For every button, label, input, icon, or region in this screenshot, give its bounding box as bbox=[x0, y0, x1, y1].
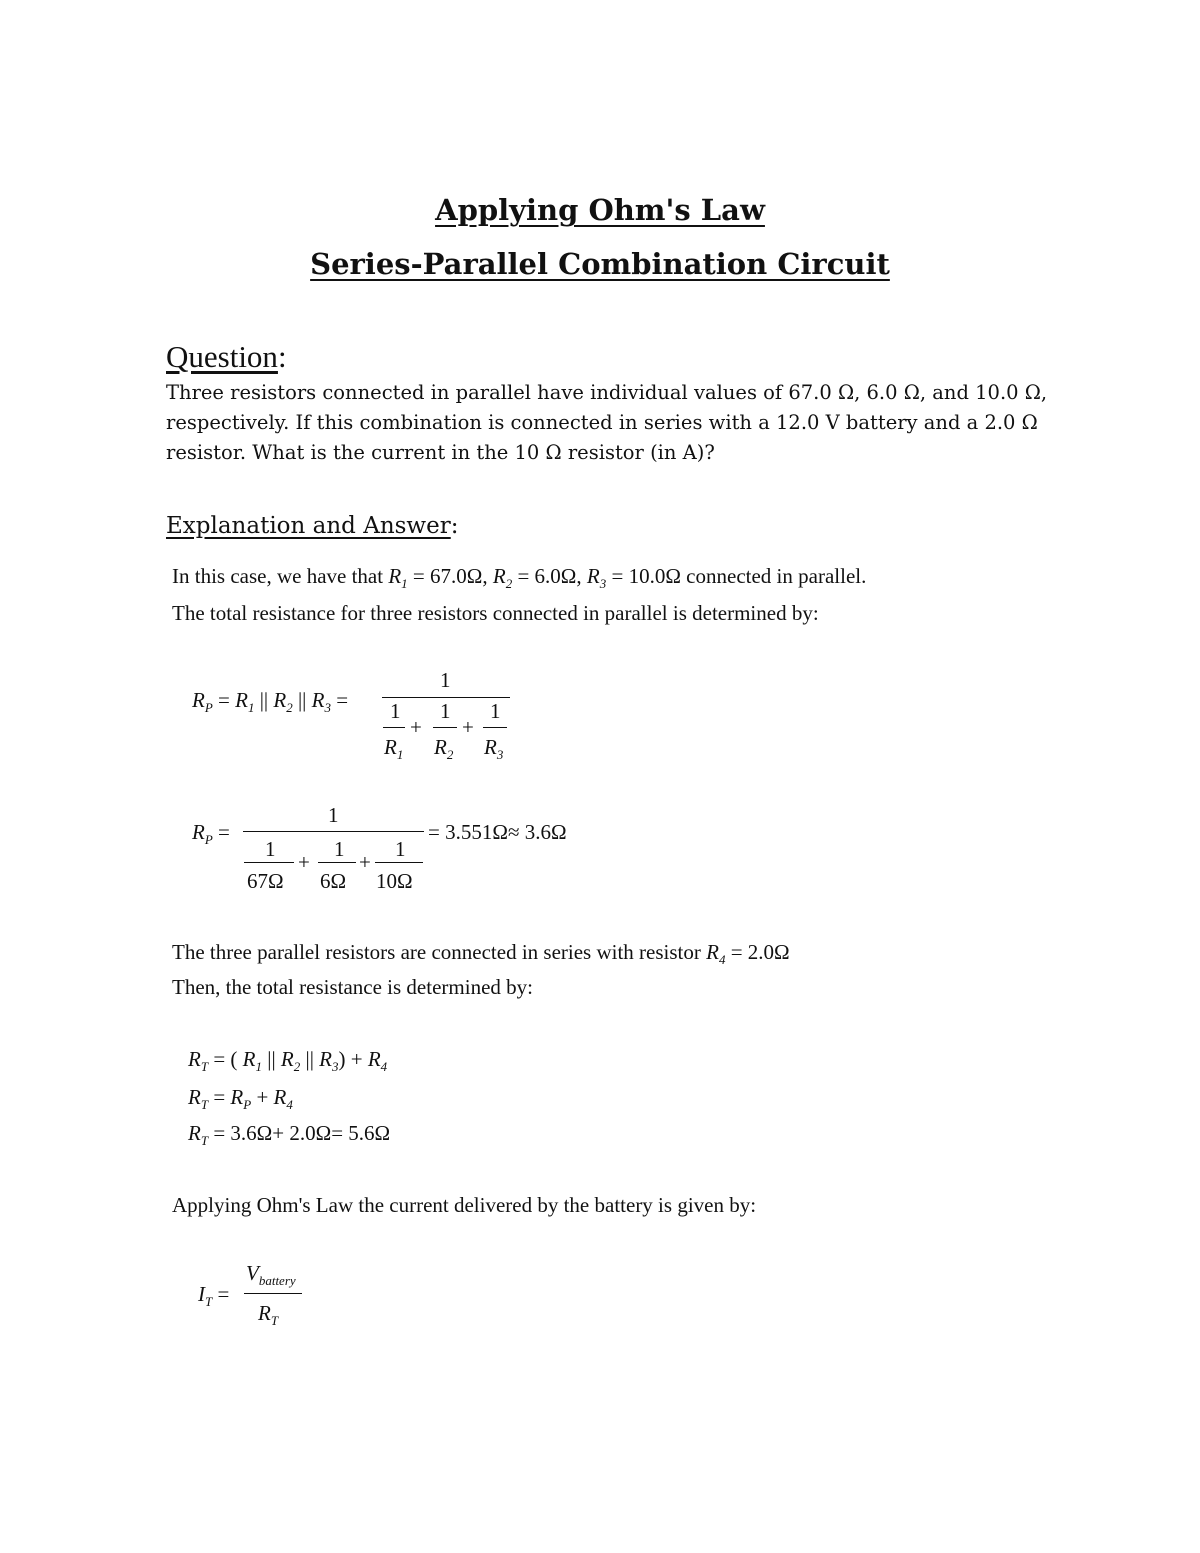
eq3-plus: + bbox=[350, 1047, 363, 1071]
r2-value: = 6.0Ω, bbox=[517, 564, 582, 588]
eq1-d1-sub: 1 bbox=[396, 747, 404, 763]
sub-r1: 1 bbox=[401, 576, 408, 592]
eq1-lhs bbox=[192, 690, 348, 714]
eq1-r3: R bbox=[311, 688, 325, 712]
eq2-d2-bar bbox=[318, 862, 356, 863]
eq4-r4: R bbox=[273, 1085, 287, 1109]
question-line-3: resistor. What is the current in the 10 Ω resistor (in A)? bbox=[166, 441, 715, 464]
eq1-r2: R bbox=[273, 688, 287, 712]
eq1-d1-num: 1 bbox=[390, 699, 401, 723]
series-text-prefix: The three parallel resistors are connected in series with resistor bbox=[172, 940, 707, 964]
eq3-r4: R bbox=[367, 1047, 381, 1071]
eq3 bbox=[188, 1049, 387, 1073]
eq2-d3-bar bbox=[375, 862, 423, 863]
eq1-numerator: 1 bbox=[440, 668, 451, 692]
eq1-rp: R bbox=[192, 688, 205, 712]
eq4 bbox=[188, 1087, 293, 1111]
eq3-r2: R bbox=[280, 1047, 294, 1071]
eq1-d2-r: R bbox=[434, 735, 447, 759]
eq2-plus-1: + bbox=[298, 850, 310, 874]
eq5-rt-sub: T bbox=[200, 1133, 209, 1149]
eq6-numerator bbox=[246, 1263, 296, 1287]
eq6-eq: = bbox=[217, 1282, 230, 1306]
eq1-d2-num: 1 bbox=[440, 699, 451, 723]
eq6-rt: R bbox=[258, 1301, 271, 1325]
eq1-eq-1: = bbox=[218, 688, 230, 712]
eq2-d1-den: 67Ω bbox=[247, 869, 284, 893]
title-line-1: Applying Ohm's Law bbox=[435, 193, 765, 227]
eq2-d2-den: 6Ω bbox=[320, 869, 347, 893]
eq3-lparen: ( bbox=[230, 1047, 238, 1071]
eq2-plus-2: + bbox=[359, 850, 371, 874]
then-text: Then, the total resistance is determined by: bbox=[172, 975, 533, 999]
sub-r2: 2 bbox=[505, 576, 513, 592]
eq2-rp: R bbox=[192, 820, 205, 844]
eq5-rt: R bbox=[188, 1121, 201, 1145]
eq6-it: I bbox=[198, 1282, 205, 1306]
question-heading-colon: : bbox=[277, 339, 287, 374]
eq1-d1-den bbox=[384, 737, 403, 761]
eq4-rp-sub: P bbox=[243, 1097, 252, 1113]
question-heading bbox=[166, 339, 287, 375]
ohm-text: Applying Ohm's Law the current delivered by the battery is given by: bbox=[172, 1193, 757, 1217]
eq6-it-sub: T bbox=[205, 1294, 213, 1310]
eq1-eq-2: = bbox=[336, 688, 349, 712]
eq1-plus-2: + bbox=[462, 715, 474, 739]
eq2-lhs bbox=[192, 822, 230, 846]
explanation-heading-text: Explanation and Answer bbox=[166, 513, 451, 539]
eq1-r2-sub: 2 bbox=[286, 700, 293, 716]
eq1-r1-sub: 1 bbox=[247, 700, 255, 716]
intro-prefix: In this case, we have that bbox=[172, 564, 389, 588]
eq3-rt-sub: T bbox=[200, 1059, 209, 1075]
eq6-v-sub: battery bbox=[258, 1273, 296, 1289]
eq4-eq: = bbox=[213, 1085, 226, 1109]
question-heading-text: Question bbox=[166, 339, 278, 374]
eq4-rt: R bbox=[188, 1085, 201, 1109]
eq1-d3-sub: 3 bbox=[496, 747, 504, 763]
symbol-r1: R bbox=[388, 564, 402, 588]
eq3-r1: R bbox=[242, 1047, 256, 1071]
eq1-rp-sub: P bbox=[204, 700, 213, 716]
eq2-numerator: 1 bbox=[328, 803, 339, 827]
sub-r3: 3 bbox=[599, 576, 607, 592]
eq1-plus-1: + bbox=[410, 715, 422, 739]
eq1-d2-bar bbox=[433, 727, 457, 728]
eq1-par-1: || bbox=[259, 688, 269, 712]
eq3-r2-sub: 2 bbox=[293, 1059, 301, 1075]
eq3-par-1: || bbox=[267, 1047, 276, 1071]
eq6-rt-sub: T bbox=[270, 1313, 279, 1329]
eq2-d1-bar bbox=[244, 862, 294, 863]
eq6-denominator bbox=[258, 1303, 278, 1327]
series-r4: R bbox=[706, 940, 719, 964]
eq1-d2-den bbox=[434, 737, 453, 761]
eq2-d3-den: 10Ω bbox=[376, 869, 413, 893]
series-r4-sub: 4 bbox=[718, 952, 726, 968]
eq3-rt: R bbox=[188, 1047, 201, 1071]
eq2-eq: = bbox=[218, 820, 230, 844]
eq2-d3-num: 1 bbox=[395, 837, 406, 861]
eq1-d1-bar bbox=[383, 727, 405, 728]
eq1-r3-sub: 3 bbox=[324, 700, 331, 716]
eq2-main-fraction-bar bbox=[243, 831, 424, 832]
explanation-heading bbox=[166, 513, 458, 539]
eq4-plus: + bbox=[256, 1085, 269, 1109]
eq1-d3-bar bbox=[483, 727, 507, 728]
eq4-r4-sub: 4 bbox=[286, 1097, 293, 1113]
r1-value: = 67.0Ω, bbox=[412, 564, 488, 588]
symbol-r2: R bbox=[492, 564, 506, 588]
eq2-d2-num: 1 bbox=[334, 837, 345, 861]
question-line-1: Three resistors connected in parallel have individual values of 67.0 Ω, 6.0 Ω, and 10.0 Ω, bbox=[166, 381, 1048, 404]
symbol-r3: R bbox=[586, 564, 600, 588]
total-parallel-text: The total resistance for three resistors connected in parallel is determined by: bbox=[172, 601, 819, 625]
eq1-r1: R bbox=[235, 688, 248, 712]
eq2-rp-sub: P bbox=[204, 832, 213, 848]
eq3-r3: R bbox=[319, 1047, 332, 1071]
eq3-rparen: ) bbox=[338, 1047, 346, 1071]
eq3-r3-sub: 3 bbox=[331, 1059, 339, 1075]
eq6-lhs bbox=[198, 1284, 229, 1308]
eq1-d3-num: 1 bbox=[490, 699, 501, 723]
eq2-d1-num: 1 bbox=[265, 837, 276, 861]
question-line-2: respectively. If this combination is connected in series with a 12.0 V battery and a 2.0 Ω bbox=[166, 411, 1038, 434]
eq5 bbox=[188, 1123, 390, 1147]
eq5-rhs: = 3.6Ω+ 2.0Ω= 5.6Ω bbox=[213, 1121, 391, 1145]
r4-value: = 2.0Ω bbox=[730, 940, 790, 964]
title-line-2: Series-Parallel Combination Circuit bbox=[310, 247, 890, 281]
eq1-d3-r: R bbox=[484, 735, 497, 759]
eq2-result: = 3.551Ω≈ 3.6Ω bbox=[428, 820, 567, 844]
intro-line bbox=[172, 564, 866, 592]
eq3-r1-sub: 1 bbox=[255, 1059, 262, 1075]
eq3-r4-sub: 4 bbox=[380, 1059, 388, 1075]
eq4-rp: R bbox=[230, 1085, 244, 1109]
eq1-d1-r: R bbox=[384, 735, 397, 759]
explanation-heading-colon: : bbox=[450, 513, 459, 539]
eq4-rt-sub: T bbox=[200, 1097, 209, 1113]
eq6-v: V bbox=[246, 1261, 259, 1285]
eq3-eq: = bbox=[213, 1047, 226, 1071]
eq3-par-2: || bbox=[305, 1047, 314, 1071]
series-text bbox=[172, 940, 790, 968]
eq6-fraction-bar bbox=[244, 1293, 302, 1294]
eq1-par-2: || bbox=[297, 688, 307, 712]
r3-value: = 10.0Ω connected in parallel. bbox=[611, 564, 867, 588]
eq1-d2-sub: 2 bbox=[446, 747, 454, 763]
eq1-d3-den bbox=[484, 737, 503, 761]
